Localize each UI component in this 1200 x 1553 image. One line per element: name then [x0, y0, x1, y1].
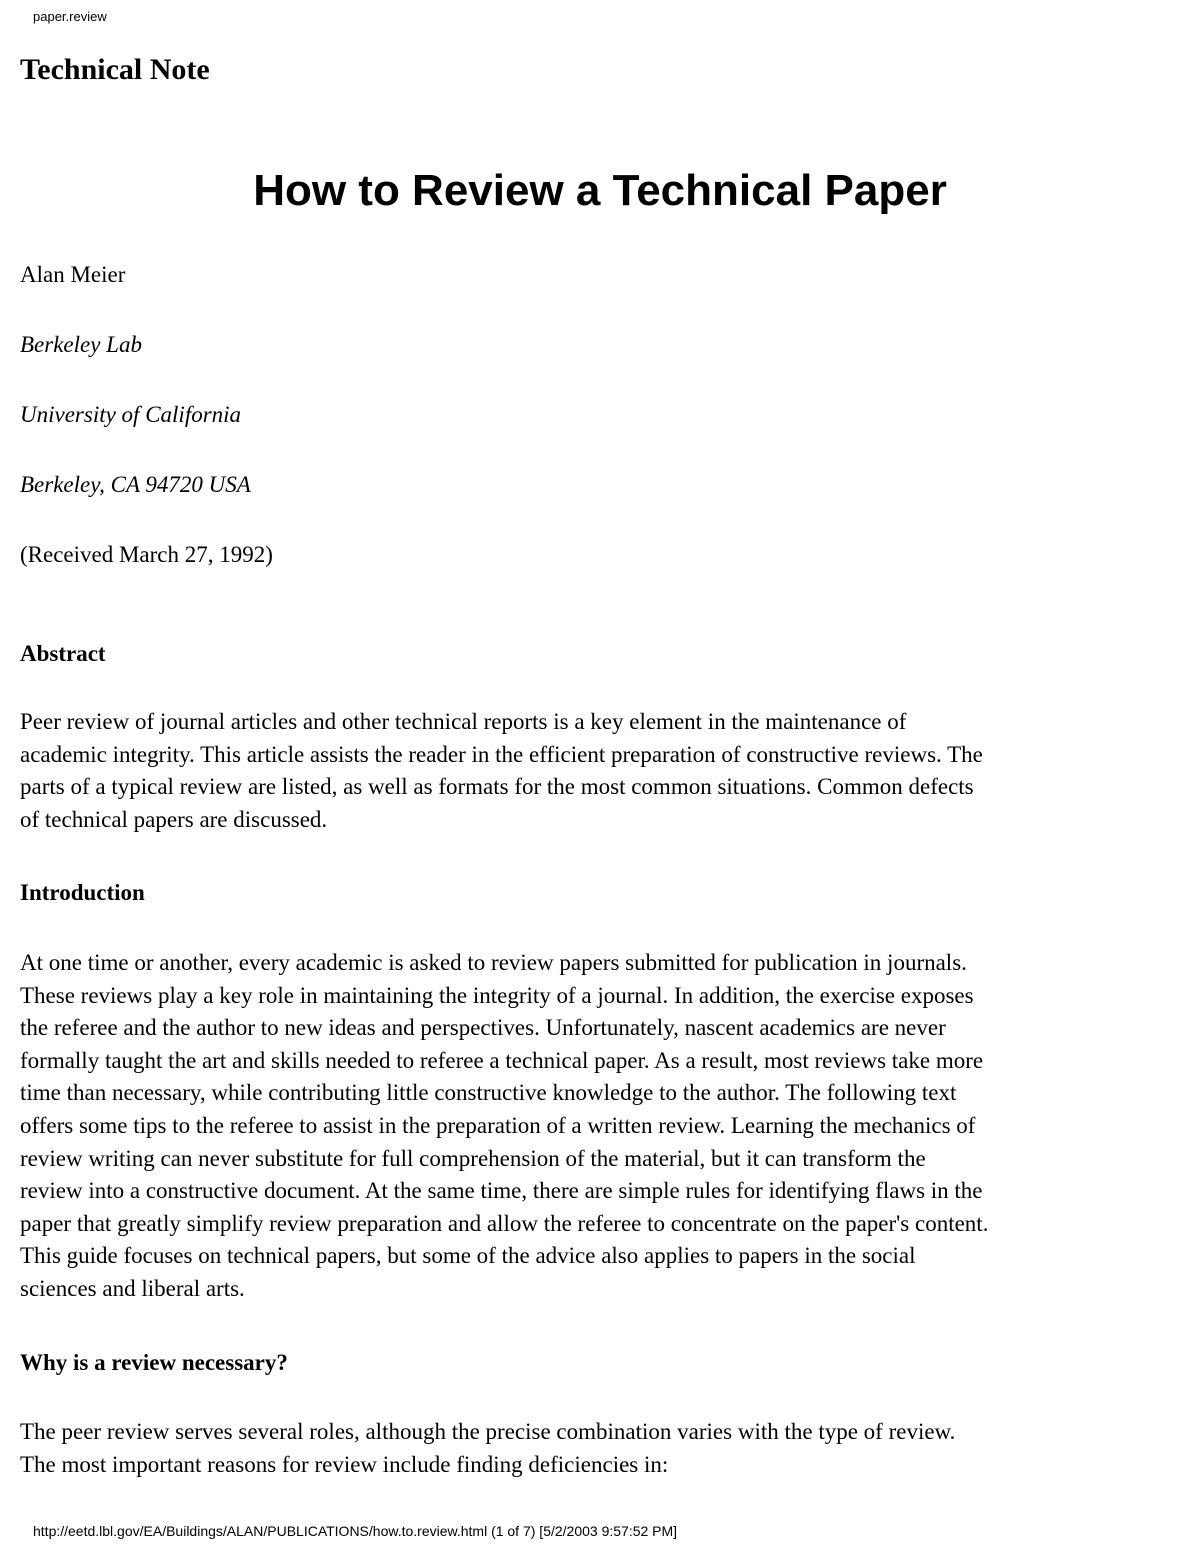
affiliation-lab: Berkeley Lab [20, 332, 142, 357]
author-name: Alan Meier [20, 262, 126, 287]
text-line: the referee and the author to new ideas and perspectives. Unfortunately, nascent academics are never [20, 1015, 946, 1041]
text-line: offers some tips to the referee to assist in the preparation of a written review. Learning the mechanics of [20, 1112, 976, 1138]
why-review-paragraph [20, 1416, 1190, 1481]
text-line: At one time or another, every academic is asked to review papers submitted for publication in journals. [20, 950, 967, 975]
received-date: (Received March 27, 1992) [20, 542, 273, 567]
page-footer-url[interactable]: http://eetd.lbl.gov/EA/Buildings/ALAN/PUBLICATIONS/how.to.review.html (1 of 7) [5/2/2003 9:57:52 PM] [33, 1523, 678, 1539]
why-review-heading: Why is a review necessary? [20, 1350, 288, 1375]
text-line: academic integrity. This article assists the reader in the efficient preparation of constructive reviews. The [20, 741, 983, 767]
text-line: The most important reasons for review include finding deficiencies in: [20, 1451, 669, 1477]
section-label: Technical Note [20, 53, 210, 86]
introduction-paragraph [20, 947, 1190, 1306]
text-line: paper that greatly simplify review preparation and allow the referee to concentrate on the paper's content. [20, 1210, 989, 1236]
text-line: time than necessary, while contributing little constructive knowledge to the author. The following text [20, 1080, 957, 1106]
text-line: sciences and liberal arts. [20, 1275, 245, 1301]
affiliation-address: Berkeley, CA 94720 USA [20, 472, 251, 497]
document-title: How to Review a Technical Paper [253, 166, 947, 215]
text-line: Peer review of journal articles and other technical reports is a key element in the maintenance of [20, 709, 907, 734]
text-line: The peer review serves several roles, although the precise combination varies with the type of review. [20, 1419, 956, 1444]
text-line: review into a constructive document. At the same time, there are simple rules for identifying flaws in the [20, 1178, 983, 1204]
text-line: These reviews play a key role in maintaining the integrity of a journal. In addition, the exercise exposes [20, 982, 974, 1008]
abstract-paragraph [20, 706, 1190, 836]
text-line: formally taught the art and skills needed to referee a technical paper. As a result, most reviews take more [20, 1047, 984, 1073]
text-line: of technical papers are discussed. [20, 806, 328, 832]
text-line: review writing can never substitute for full comprehension of the material, but it can transform the [20, 1145, 926, 1171]
page-header: paper.review [33, 9, 107, 24]
abstract-heading: Abstract [20, 641, 106, 666]
text-line: parts of a typical review are listed, as well as formats for the most common situations. Common defects [20, 774, 974, 800]
affiliation-university: University of California [20, 402, 242, 427]
text-line: This guide focuses on technical papers, but some of the advice also applies to papers in the social [20, 1243, 916, 1269]
introduction-heading: Introduction [20, 880, 145, 905]
